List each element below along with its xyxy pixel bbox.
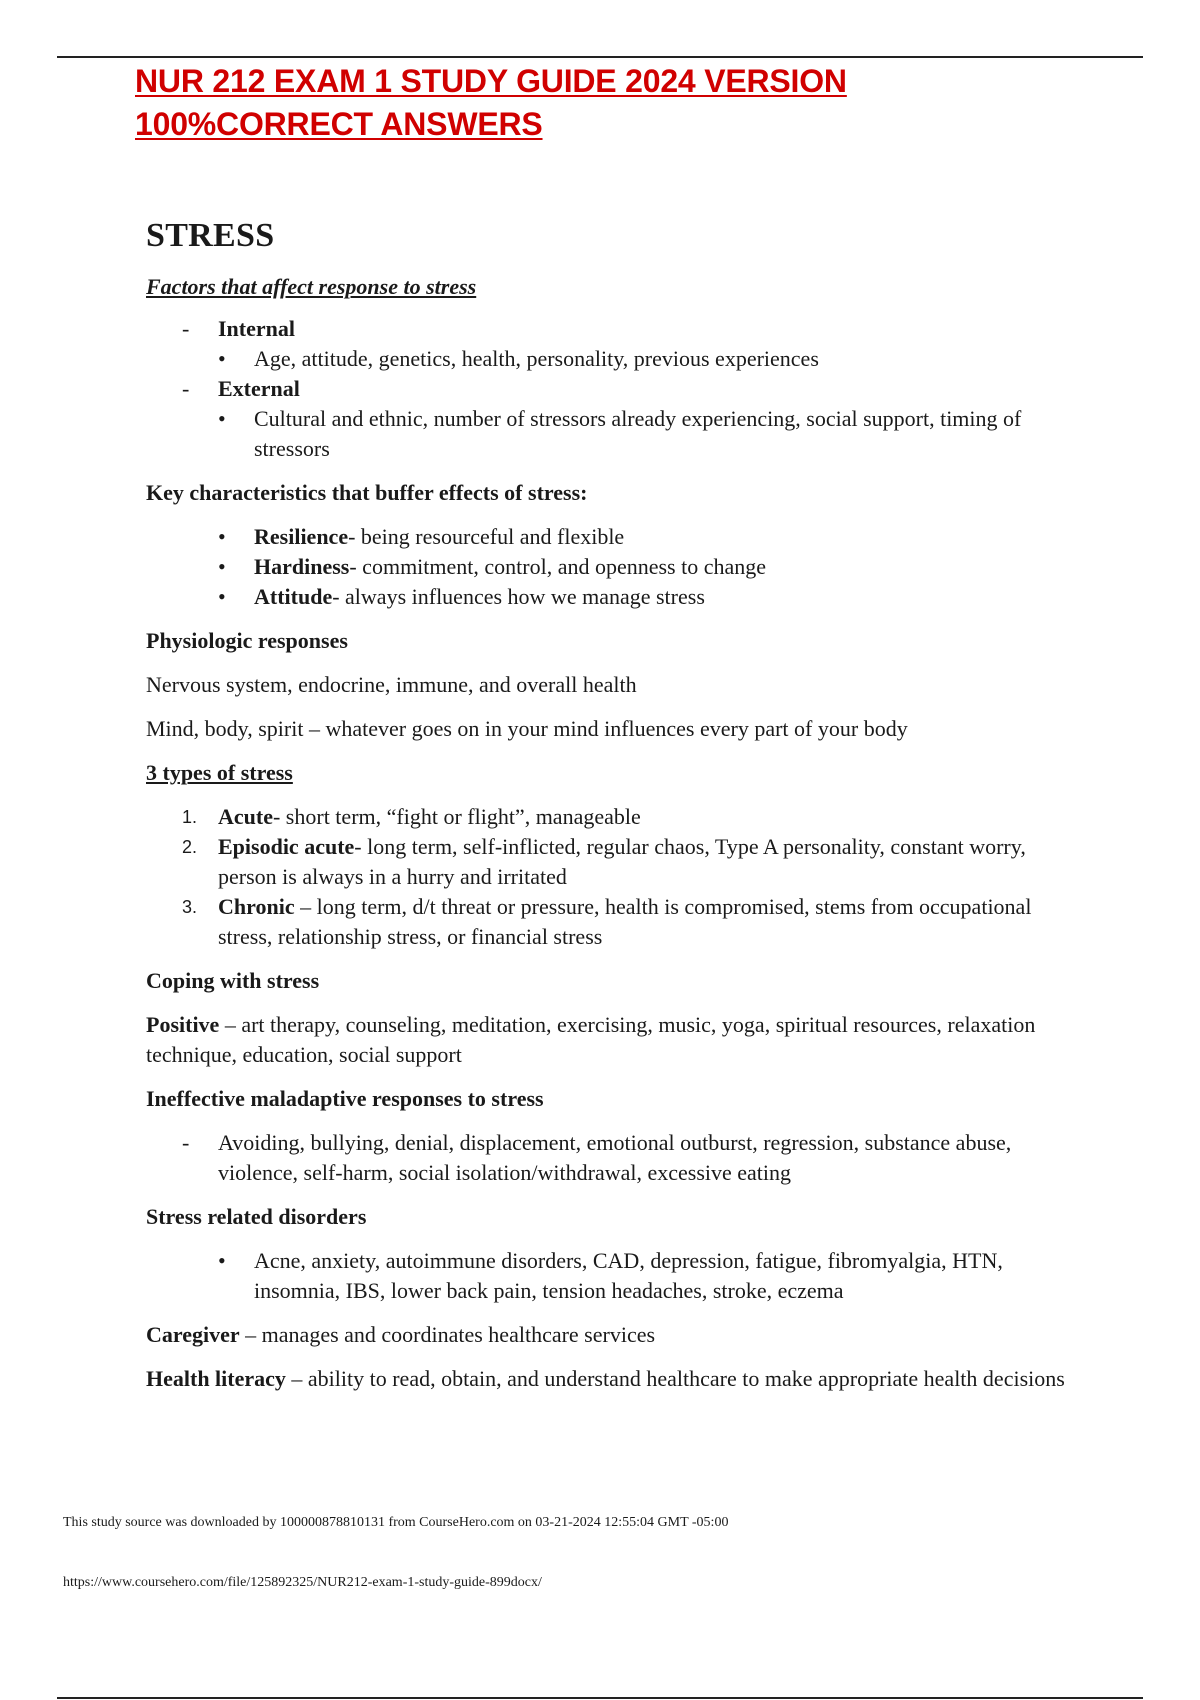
buffer-text: - being resourceful and flexible: [348, 524, 625, 549]
url-footer[interactable]: https://www.coursehero.com/file/125892325/NUR212-exam-1-study-guide-899docx/: [63, 1575, 542, 1590]
bottom-rule: [57, 1697, 1143, 1699]
type-number: 1.: [182, 807, 198, 827]
caregiver-text: – manages and coordinates healthcare services: [239, 1322, 656, 1347]
coping-positive-term: Positive: [146, 1012, 220, 1037]
type-term: Chronic: [218, 894, 295, 919]
factor-internal: - Internal: [182, 316, 295, 341]
ineffective-text: Avoiding, bullying, denial, displacement, emotional outburst, regression, substance abuse, violence, self-harm, social isolation/withdrawal, excessive eating: [218, 1130, 1012, 1185]
disorders-text: Acne, anxiety, autoimmune disorders, CAD, depression, fatigue, fibromyalgia, HTN, insomnia, IBS, lower back pain, tension headaches, stroke, eczema: [254, 1248, 1003, 1303]
types-list: [146, 802, 1086, 952]
buffer-heading: Key characteristics that buffer effects of stress:: [146, 480, 588, 505]
caregiver-definition: [146, 1320, 1086, 1350]
type-item: [146, 832, 1086, 892]
factor-external: - External: [182, 376, 300, 401]
source-footer: This study source was downloaded by 100000878810131 from CourseHero.com on 03-21-2024 12:55:04 GMT -05:00: [63, 1515, 729, 1530]
factors-heading: Factors that affect response to stress: [146, 274, 477, 299]
coping-positive-text: – art therapy, counseling, meditation, exercising, music, yoga, spiritual resources, relaxation technique, education, social support: [146, 1012, 1036, 1067]
coping-heading: Coping with stress: [146, 968, 320, 993]
title-line-2: 100%CORRECT ANSWERS: [135, 106, 543, 142]
coping-positive: [146, 1010, 1086, 1070]
health-literacy-text: – ability to read, obtain, and understand healthcare to make appropriate health decisions: [285, 1366, 1065, 1391]
type-number: 2.: [182, 837, 198, 857]
factor-internal-label: Internal: [218, 316, 295, 341]
types-heading: 3 types of stress: [146, 760, 293, 785]
ineffective-item: - Avoiding, bullying, denial, displacement, emotional outburst, regression, substance abuse, violence, self-harm, social isolation/withdrawal, excessive eating: [182, 1130, 1012, 1185]
document-title: [135, 60, 1035, 146]
type-text: – long term, d/t threat or pressure, health is compromised, stems from occupational stress, relationship stress, or financial stress: [218, 894, 1032, 949]
type-term: Acute: [218, 804, 273, 829]
factors-list: [146, 314, 1086, 464]
type-text: - long term, self-inflicted, regular chaos, Type A personality, constant worry, person is always in a hurry and irritated: [218, 834, 1026, 889]
buffer-item: • Hardiness- commitment, control, and openness to change: [218, 554, 767, 579]
title-line-1: NUR 212 EXAM 1 STUDY GUIDE 2024 VERSION: [135, 63, 847, 99]
ineffective-list: [146, 1128, 1086, 1188]
buffer-term: Resilience: [254, 524, 349, 549]
health-literacy-term: Health literacy: [146, 1366, 286, 1391]
ineffective-heading: Ineffective maladaptive responses to stress: [146, 1086, 544, 1111]
physio-line-1: Nervous system, endocrine, immune, and overall health: [146, 672, 637, 697]
buffer-list: [146, 522, 1086, 612]
section-title: STRESS: [146, 217, 275, 254]
type-number: 3.: [182, 897, 198, 917]
top-rule: [57, 56, 1143, 58]
physio-line-2: Mind, body, spirit – whatever goes on in your mind influences every part of your body: [146, 716, 908, 741]
factor-external-detail: • Cultural and ethnic, number of stressors already experiencing, social support, timing of stressors: [218, 406, 1022, 461]
buffer-term: Hardiness: [254, 554, 350, 579]
buffer-item: • Attitude- always influences how we manage stress: [218, 584, 705, 609]
document-body: [146, 216, 1086, 1394]
health-literacy-definition: [146, 1364, 1086, 1394]
disorders-item: • Acne, anxiety, autoimmune disorders, CAD, depression, fatigue, fibromyalgia, HTN, insomnia, IBS, lower back pain, tension headaches, stroke, eczema: [218, 1248, 1003, 1303]
type-text: - short term, “fight or flight”, manageable: [272, 804, 641, 829]
buffer-text: - always influences how we manage stress: [332, 584, 705, 609]
factor-internal-detail: • Age, attitude, genetics, health, personality, previous experiences: [218, 346, 819, 371]
buffer-term: Attitude: [254, 584, 333, 609]
buffer-item: • Resilience- being resourceful and flexible: [218, 524, 625, 549]
caregiver-term: Caregiver: [146, 1322, 240, 1347]
physio-heading: Physiologic responses: [146, 628, 348, 653]
type-term: Episodic acute: [218, 834, 355, 859]
disorders-list: [146, 1246, 1086, 1306]
type-item: [146, 802, 1086, 832]
type-item: [146, 892, 1086, 952]
factor-internal-text: Age, attitude, genetics, health, personality, previous experiences: [254, 346, 819, 371]
disorders-heading: Stress related disorders: [146, 1204, 367, 1229]
factor-external-text: Cultural and ethnic, number of stressors already experiencing, social support, timing of stressors: [254, 406, 1022, 461]
factor-external-label: External: [218, 376, 300, 401]
buffer-text: - commitment, control, and openness to change: [349, 554, 767, 579]
